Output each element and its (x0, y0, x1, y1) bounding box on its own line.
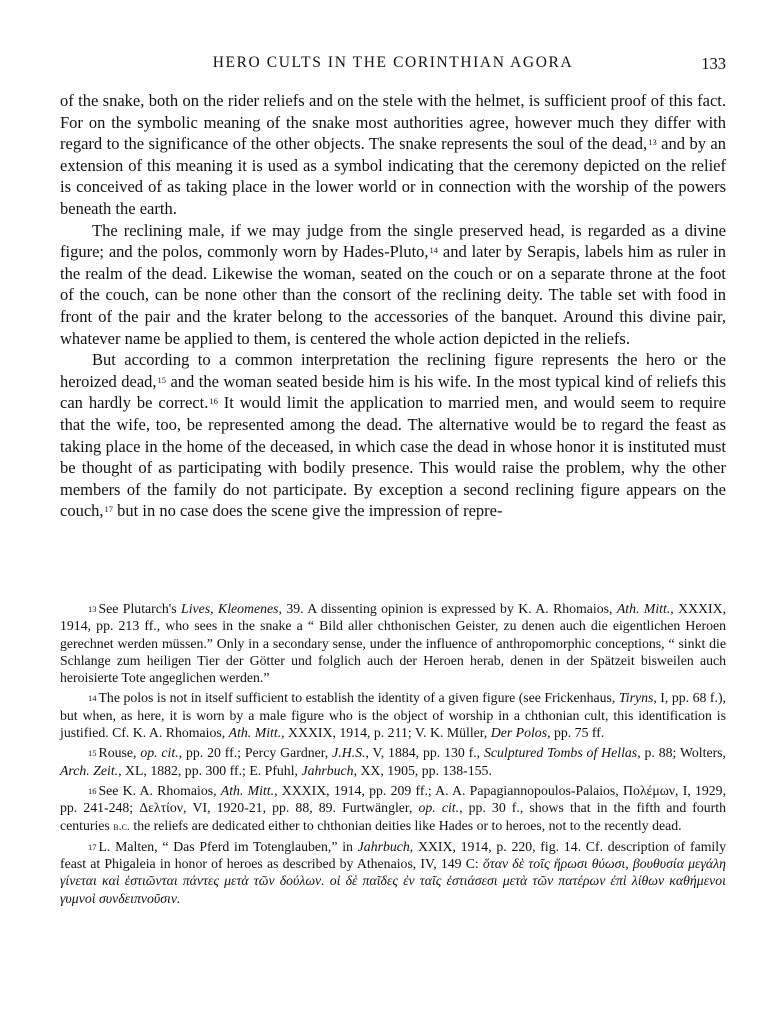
body-text (60, 90, 726, 522)
text-run: , pp. 75 ff. (547, 725, 605, 741)
text-run: , XXIX, 1914, p. 220, fig. 14. Cf. description of family feast at Phigaleia in honor of heroes as described by Athenaios, IV, 149 C: (60, 838, 726, 872)
text-run: , XXXIX, 1914, pp. 213 ff., who sees in the snake a “ Bild aller chthonischen Geister, zu denen auch die eigentlichen Heroen gerechnet werden müssen.” Only in a secondary sense, under the influence of anthropomorphic conceptions, “ sinkt die Schlange zum heiligen Tier der Götter und folglich auch der Heroen herab, denen in der Spätzeit bisweilen auch heroisierte Tote angeglichen werden.” (60, 601, 727, 686)
footnote-ref-13[interactable]: 13 (648, 137, 657, 148)
italic-title: Jahrbuch (301, 762, 354, 778)
italic-title: Arch. Zeit. (60, 762, 119, 778)
italic-title: Der Polos (490, 725, 548, 741)
footnote-13 (60, 600, 726, 686)
text-run: , 39. A dissenting opinion is expressed by K. A. Rhomaios, (278, 601, 617, 616)
text-run: , I, 1929, pp. 241-248; (60, 782, 727, 816)
page-number: 133 (701, 54, 726, 73)
text-run: , XXXIX, 1914, pp. 209 ff.; A. A. Papagiannopoulos-Palaios, (274, 782, 623, 798)
footnote-ref-17[interactable]: 17 (104, 504, 114, 515)
footnote-number: 16 (88, 785, 97, 796)
footnote-number: 15 (88, 748, 97, 759)
text-run: See Plutarch's (98, 601, 182, 616)
text-run: But according to a common interpretation the reclining figure represents the hero or the heroized dead, (60, 350, 726, 391)
text-run: L. Malten, “ Das Pferd im Totenglauben,” in (98, 838, 358, 854)
running-title: HERO CULTS IN THE CORINTHIAN AGORA (212, 54, 574, 71)
paragraph-3 (60, 349, 726, 522)
footnote-number: 13 (88, 604, 97, 614)
text-run: , XX, 1905, pp. 138-155. (353, 762, 492, 778)
italic-title: Ath. Mitt. (220, 782, 275, 798)
greek-title: Δελτίον (139, 800, 183, 816)
greek-quotation: ὅταν δὲ τοῖς ἥρωσι θύωσι, βουθυσία μεγάλη γίνεται καὶ ἑστιῶνται πάντες μετὰ τῶν δούλων. οἱ δὲ παῖδες ἐν ταῖς ἑστιάσεσι μετὰ τῶν πατέρων ἐπὶ λίθων καθήμενοι γυμνοὶ συνδειπνοῦσιν. (60, 856, 726, 906)
text-run: See K. A. Rhomaios, (98, 782, 221, 798)
italic-title: Tiryns (618, 690, 654, 706)
running-head (60, 52, 726, 76)
text-run: , I, pp. 68 f.), but when, as here, it is worn by a male figure who is the object of worship in a chthonian cult, this identification is justified. Cf. K. A. Rhomaios, (60, 690, 726, 741)
footnote-ref-15[interactable]: 15 (157, 374, 167, 385)
text-run: of the snake, both on the rider reliefs and on the stele with the helmet, is sufficient proof of this fact. For on the symbolic meaning of the snake most authorities agree, however much they differ with regard to the significance of the other objects. The snake represents the soul of the dead, (60, 91, 726, 154)
italic-title: Lives, Kleomenes (181, 601, 279, 616)
italic-title: Jahrbuch (357, 838, 410, 854)
footnote-ref-16[interactable]: 16 (209, 396, 218, 407)
text-run: and later by Serapis, labels him as ruler in the realm of the dead. Likewise the woman, seated on the couch or on a separate throne at the foot of the couch, can be none other than the consort of the reclining deity. The table set with food in front of the pair and the krater belong to the accessories of the banquet. Around this divine pair, whatever name be applied to them, is centered the whole action depicted in the reliefs. (60, 242, 726, 348)
footnote-17 (60, 838, 726, 907)
italic-title: Ath. Mitt. (228, 725, 282, 741)
italic-title: op. cit. (140, 745, 179, 761)
text-run: Rouse, (98, 745, 141, 761)
italic-title: Ath. Mitt. (616, 601, 671, 616)
text-run: , XXXIX, 1914, p. 211; V. K. Müller, (281, 725, 491, 741)
paragraph-1 (60, 90, 726, 220)
text-run: and by an extension of this meaning it is used as a symbol indicating that the ceremony depicted on the relief is conceived of as taking place in the lower world or in connection with the worship of the powers beneath the earth. (60, 134, 726, 218)
text-run: , XL, 1882, pp. 300 ff.; E. Pfuhl, (118, 762, 302, 778)
text-run: The polos is not in itself sufficient to establish the identity of a given figure (see Frickenhaus, (98, 690, 619, 706)
footnote-14 (60, 689, 726, 741)
footnote-15 (60, 744, 726, 779)
greek-title: Πολέμων (622, 782, 676, 798)
footnote-number: 17 (88, 841, 97, 852)
footnote-16 (60, 782, 726, 835)
italic-title: Sculptured Tombs of Hellas (484, 745, 638, 761)
text-run: , pp. 20 ff.; Percy Gardner, (178, 745, 333, 761)
text-run: , VI, 1920-21, pp. 88, 89. Furtwängler, (182, 800, 419, 816)
text-run: , V, 1884, pp. 130 f., (365, 745, 485, 761)
footnote-ref-14[interactable]: 14 (429, 245, 439, 256)
italic-title: J.H.S. (332, 745, 366, 761)
paragraph-2 (60, 220, 726, 350)
text-run: It would limit the application to married men, and would seem to require that the wife, too, be represented among the dead. The alternative would be to regard the feast as taking place in the home of the deceased, in which case the dead in whose honor it is instituted must be thought of as participating with bodily presence. This would raise the problem, why the other members of the family do not participate. By exception a second reclining figure appears on the couch, (60, 393, 727, 521)
footnote-number: 14 (88, 693, 97, 704)
italic-title: op. cit. (418, 800, 460, 816)
text-run: , pp. 30 f., shows that in the fifth and fourth centuries (60, 800, 727, 833)
text-run: The reclining male, if we may judge from the single preserved head, is regarded as a divine figure; and the polos, commonly worn by Hades-Pluto, (60, 220, 726, 262)
text-run: , p. 88; Wolters, (637, 745, 726, 761)
small-caps-era: b.c. (113, 818, 130, 833)
text-run: but in no case does the scene give the impression of repre- (113, 501, 503, 521)
footnotes (60, 600, 726, 910)
text-run: and the woman seated beside him is his wife. In the most typical kind of reliefs this can hardly be correct. (60, 371, 727, 413)
text-run: the reliefs are dedicated either to chthonian deities like Hades or to heroes, not to the recently dead. (129, 817, 682, 833)
